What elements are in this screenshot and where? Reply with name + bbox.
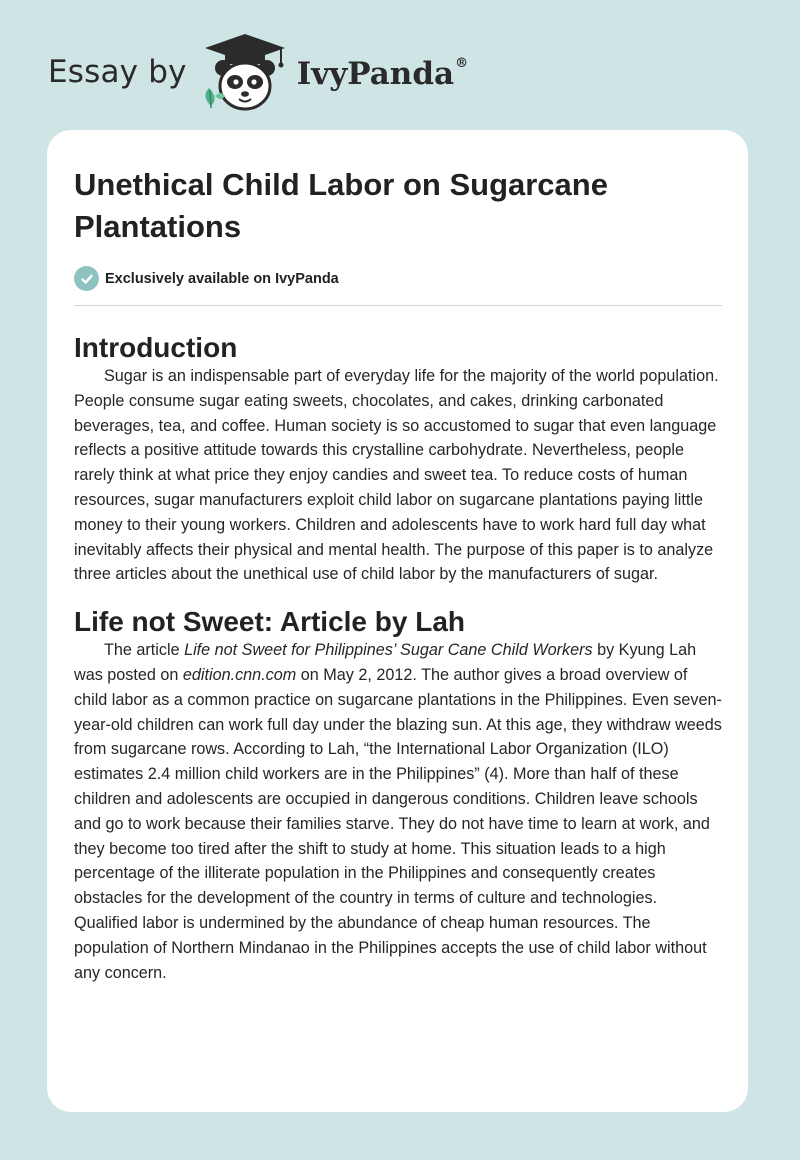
brand-text: IvyPanda (296, 56, 455, 92)
exclusive-badge-row (74, 266, 722, 306)
cited-article-title: Life not Sweet for Philippines’ Sugar Cane Child Workers (184, 641, 593, 660)
section-heading-life-not-sweet: Life not Sweet: Article by Lah (74, 606, 466, 638)
essay-card (47, 130, 748, 1112)
section-heading-introduction: Introduction (74, 332, 238, 363)
essay-by-label: Essay by (48, 54, 187, 90)
registered-mark: ® (455, 55, 469, 71)
panda-logo-icon[interactable] (199, 32, 291, 112)
life-not-sweet-paragraph (74, 638, 722, 985)
page-title: Unethical Child Labor on Sugarcane Plantations (74, 167, 608, 244)
exclusive-label: Exclusively available on IvyPanda (105, 270, 339, 287)
introduction-paragraph: Sugar is an indispensable part of everyday life for the majority of the world population. People consume sugar eating sweets, chocolates, and cakes, drinking carbonated beverages, tea, and coffee. Human society is so accustomed to sugar that even language reflects a positive attitude towards this crystalline carbohydrate. Nevertheless, people rarely think at what price they enjoy candies and sweet tea. To reduce costs of human resources, sugar manufacturers exploit child labor on sugarcane plantations paying little money to their young workers. Children and adolescents have to work hard full day what inevitably affects their physical and mental health. The purpose of this paper is to analyze three articles about the unethical use of child labor by the manufacturers of sugar. (74, 367, 719, 584)
paragraph-mid: by Kyung Lah was posted on (74, 641, 697, 684)
site-header (48, 32, 468, 112)
cited-site: edition.cnn.com (182, 665, 297, 684)
check-icon (74, 266, 99, 291)
paragraph-rest: on May 2, 2012. The author gives a broad overview of child labor as a common practice on sugarcane plantations in the Philippines. Even seven-year-old children can work full day under the blazing sun. At this age, they withdraw weeds from sugarcane rows. According to Lah, “the International Labor Organization (ILO) estimates 2.4 million child workers are in the Philippines” (4). More than half of these children and adolescents are occupied in dangerous conditions. Children leave schools and go to work because their families starve. They do not have time to learn at work, and they become too tired after the shift to study at home. This situation leads to a high percentage of the illiterate population in the Philippines and consequently creates obstacles for the development of the country in terms of culture and technologies. Qualified labor is undermined by the abundance of cheap human resources. The population of Northern Mindanao in the Philippines accepts the use of child labor without any concern. (74, 665, 722, 982)
brand-name[interactable] (297, 56, 468, 92)
paragraph-lead: The article (104, 641, 185, 660)
